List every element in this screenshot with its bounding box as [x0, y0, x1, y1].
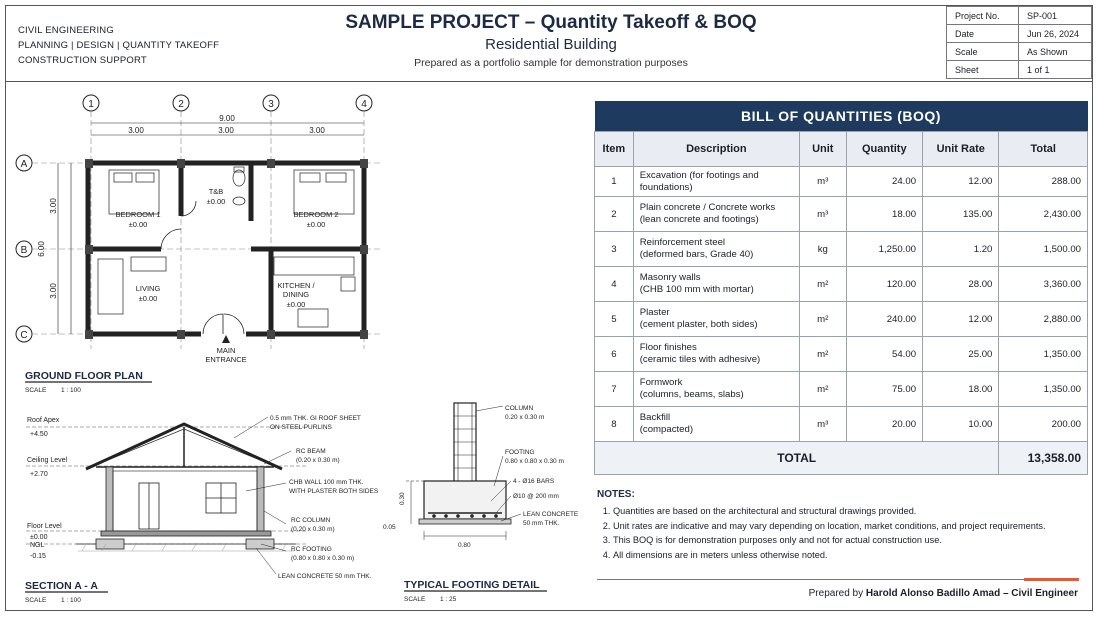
- firm-line-1: CIVIL ENGINEERING: [18, 25, 114, 36]
- note-item: 4. All dimensions are in meters unless otherwise noted.: [613, 548, 1087, 563]
- typical-footing-detail: [383, 403, 579, 603]
- cell-unit-rate: 135.00: [923, 197, 999, 232]
- table-row: [595, 337, 1088, 372]
- cell-item: 8: [595, 407, 634, 442]
- cell-item: 4: [595, 267, 634, 302]
- preparer-role: – Civil Engineer: [1002, 588, 1078, 599]
- desc-line: Floor finishes: [639, 342, 697, 353]
- table-row: [595, 197, 1088, 232]
- callout-line: 0.80 x 0.80 x 0.30 m: [505, 458, 564, 465]
- meta-label: Date: [947, 25, 1019, 43]
- room-name: T&B: [208, 187, 224, 196]
- note-item: 2. Unit rates are indicative and may vary depending on location, market conditions, and project requirements.: [613, 519, 1087, 534]
- grid-label-y: B: [20, 245, 28, 256]
- cell-quantity: 24.00: [846, 167, 922, 197]
- level-value: +2.70: [30, 471, 48, 478]
- room-name: LIVING: [135, 284, 161, 293]
- level-value: ±0.00: [30, 534, 48, 541]
- room-level: ±0.00: [286, 300, 306, 309]
- meta-row: [947, 7, 1092, 25]
- dim-bay: 3.00: [218, 126, 234, 135]
- col-header-total: Total: [999, 132, 1088, 167]
- cell-description: [633, 232, 799, 267]
- level-name: Ceiling Level: [27, 457, 68, 464]
- desc-line: (compacted): [639, 424, 694, 435]
- ground-floor-plan: [16, 95, 381, 394]
- notes-section: [597, 489, 1087, 562]
- total-value: 13,358.00: [999, 442, 1088, 475]
- firm-info: [18, 23, 219, 68]
- cell-total: 200.00: [999, 407, 1088, 442]
- footing-scale: 1 : 25: [440, 596, 457, 603]
- total-label: TOTAL: [595, 442, 999, 475]
- prepared-by: [809, 588, 1078, 599]
- cell-quantity: 240.00: [846, 302, 922, 337]
- dim-side: 3.00: [49, 283, 58, 299]
- table-row: [595, 167, 1088, 197]
- project-title: SAMPLE PROJECT – Quantity Takeoff & BOQ: [345, 12, 757, 33]
- footing-title: TYPICAL FOOTING DETAIL: [404, 579, 540, 591]
- meta-row: [947, 25, 1092, 43]
- footing-dim: 0.80: [458, 542, 471, 549]
- project-subtitle: Residential Building: [485, 36, 617, 53]
- cell-quantity: 75.00: [846, 372, 922, 407]
- desc-line: (CHB 100 mm with mortar): [639, 284, 754, 295]
- desc-line: (cement plaster, both sides): [639, 319, 758, 330]
- desc-line: (columns, beams, slabs): [639, 389, 744, 400]
- callout-line: COLUMN: [505, 405, 534, 412]
- col-header-item: Item: [595, 132, 634, 167]
- desc-line: Formwork: [639, 377, 683, 388]
- section-scale: 1 : 100: [61, 597, 81, 604]
- project-meta-table: [946, 6, 1092, 79]
- cell-unit: m²: [799, 337, 846, 372]
- total-row: [595, 442, 1088, 475]
- col-header-quantity: Quantity: [846, 132, 922, 167]
- cell-unit-rate: 12.00: [923, 302, 999, 337]
- footing-scale-label: SCALE: [404, 596, 426, 603]
- grid-label-x: 1: [88, 99, 94, 110]
- callout-line: RC FOOTING: [291, 546, 332, 553]
- callout-line: RC COLUMN: [291, 517, 331, 524]
- cell-item: 7: [595, 372, 634, 407]
- footing-dim: 0.30: [399, 492, 406, 505]
- callout-line: ON STEEL PURLINS: [270, 424, 332, 431]
- cell-quantity: 1,250.00: [846, 232, 922, 267]
- footing-dim: 0.05: [383, 524, 396, 531]
- room-level: ±0.00: [206, 197, 226, 206]
- table-row: [595, 232, 1088, 267]
- boq-table: [594, 101, 1088, 475]
- col-header-unit-rate: Unit Rate: [923, 132, 999, 167]
- notes-list: [597, 504, 1087, 562]
- dim-total: 9.00: [219, 114, 235, 123]
- cell-unit-rate: 25.00: [923, 337, 999, 372]
- project-note: Prepared as a portfolio sample for demonstration purposes: [414, 57, 688, 69]
- desc-line: Plaster: [639, 307, 670, 318]
- callout-line: RC BEAM: [296, 448, 326, 455]
- cell-item: 3: [595, 232, 634, 267]
- callout-line: WITH PLASTER BOTH SIDES: [289, 488, 379, 495]
- callout-line: 4 - Ø16 BARS: [513, 478, 555, 485]
- cell-quantity: 54.00: [846, 337, 922, 372]
- room-name: BEDROOM 2: [293, 210, 339, 219]
- grid-label-y: A: [20, 159, 28, 170]
- callout-line: LEAN CONCRETE 50 mm THK.: [278, 573, 372, 580]
- col-header-description: Description: [633, 132, 799, 167]
- signature-rule: [597, 579, 1024, 580]
- cell-item: 2: [595, 197, 634, 232]
- cell-unit-rate: 10.00: [923, 407, 999, 442]
- title-block: [306, 12, 796, 69]
- cell-description: [633, 267, 799, 302]
- cell-total: 2,430.00: [999, 197, 1088, 232]
- section-scale-label: SCALE: [25, 597, 47, 604]
- table-row: [595, 372, 1088, 407]
- section-a-a: [25, 415, 379, 604]
- grid-label-x: 3: [268, 99, 274, 110]
- cell-quantity: 18.00: [846, 197, 922, 232]
- plan-scale: 1 : 100: [61, 387, 81, 394]
- cell-total: 2,880.00: [999, 302, 1088, 337]
- desc-line: (ceramic tiles with adhesive): [639, 354, 761, 365]
- callout-line: (0.20 x 0.30 m): [291, 526, 335, 533]
- prepared-prefix: Prepared by: [808, 588, 864, 599]
- room-name: KITCHEN /: [277, 281, 315, 290]
- level-name: Floor Level: [27, 523, 62, 530]
- meta-row: [947, 61, 1092, 79]
- cell-quantity: 120.00: [846, 267, 922, 302]
- desc-line: Reinforcement steel: [639, 237, 726, 248]
- cell-unit: m²: [799, 267, 846, 302]
- callout-line: LEAN CONCRETE: [523, 511, 579, 518]
- room-name-2: DINING: [282, 290, 310, 299]
- entrance-label: MAIN: [216, 346, 236, 355]
- callout-line: 50 mm THK.: [523, 520, 560, 527]
- cell-total: 1,350.00: [999, 372, 1088, 407]
- firm-line-3: CONSTRUCTION SUPPORT: [18, 55, 147, 66]
- drawings-panel: [6, 81, 586, 611]
- level-value: -0.15: [30, 553, 46, 560]
- meta-value: As Shown: [1019, 43, 1092, 61]
- desc-line: Plain concrete / Concrete works: [639, 202, 776, 213]
- title-header: [6, 6, 1092, 82]
- grid-label-x: 2: [178, 99, 184, 110]
- cell-item: 5: [595, 302, 634, 337]
- entrance-label: ENTRANCE: [205, 355, 247, 364]
- room-level: ±0.00: [138, 294, 158, 303]
- meta-value: SP-001: [1019, 7, 1092, 25]
- cell-unit: m²: [799, 372, 846, 407]
- note-item: 1. Quantities are based on the architectural and structural drawings provided.: [613, 504, 1087, 519]
- level-name: Roof Apex: [27, 417, 60, 424]
- level-name: NGL: [30, 542, 45, 549]
- table-row: [595, 302, 1088, 337]
- cell-unit-rate: 18.00: [923, 372, 999, 407]
- grid-label-x: 4: [361, 99, 367, 110]
- room-name: BEDROOM 1: [115, 210, 161, 219]
- accent-bar: [1024, 578, 1079, 581]
- meta-label: Sheet: [947, 61, 1019, 79]
- section-title: SECTION A - A: [25, 580, 98, 592]
- meta-label: Project No.: [947, 7, 1019, 25]
- plan-scale-label: SCALE: [25, 387, 47, 394]
- notes-title: NOTES:: [597, 489, 635, 500]
- plan-title: GROUND FLOOR PLAN: [25, 370, 143, 382]
- cell-total: 288.00: [999, 167, 1088, 197]
- meta-row: [947, 43, 1092, 61]
- desc-line: Masonry walls: [639, 272, 701, 283]
- callout-line: Ø10 @ 200 mm: [513, 493, 559, 500]
- cell-description: [633, 372, 799, 407]
- cell-total: 3,360.00: [999, 267, 1088, 302]
- callout-line: (0.20 x 0.30 m): [296, 457, 340, 464]
- cell-item: 6: [595, 337, 634, 372]
- room-level: ±0.00: [128, 220, 148, 229]
- cell-unit: m²: [799, 302, 846, 337]
- drawing-sheet: [5, 5, 1093, 611]
- col-header-unit: Unit: [799, 132, 846, 167]
- cell-description: [633, 337, 799, 372]
- callout-line: 0.5 mm THK. GI ROOF SHEET: [270, 415, 361, 422]
- dim-bay: 3.00: [309, 126, 325, 135]
- cell-unit-rate: 12.00: [923, 167, 999, 197]
- callout-line: FOOTING: [505, 449, 535, 456]
- desc-line: (deformed bars, Grade 40): [639, 249, 754, 260]
- cell-quantity: 20.00: [846, 407, 922, 442]
- callout-line: (0.80 x 0.80 x 0.30 m): [291, 555, 355, 562]
- table-row: [595, 407, 1088, 442]
- cell-description: [633, 197, 799, 232]
- cell-description: [633, 407, 799, 442]
- cell-item: 1: [595, 167, 634, 197]
- dim-side: 3.00: [49, 198, 58, 214]
- boq-title: BILL OF QUANTITIES (BOQ): [595, 101, 1088, 132]
- cell-unit-rate: 28.00: [923, 267, 999, 302]
- cell-description: [633, 302, 799, 337]
- room-level: ±0.00: [306, 220, 326, 229]
- cell-unit: m³: [799, 197, 846, 232]
- desc-line: Backfill: [639, 412, 671, 423]
- grid-label-y: C: [20, 330, 28, 341]
- cell-unit: m³: [799, 167, 846, 197]
- level-value: +4.50: [30, 431, 48, 438]
- dim-bay: 3.00: [128, 126, 144, 135]
- cell-unit-rate: 1.20: [923, 232, 999, 267]
- table-row: [595, 267, 1088, 302]
- meta-value: 1 of 1: [1019, 61, 1092, 79]
- desc-line: Excavation (for footings and foundations): [639, 169, 759, 193]
- meta-label: Scale: [947, 43, 1019, 61]
- cell-description: [633, 167, 799, 197]
- cell-unit: m³: [799, 407, 846, 442]
- cell-total: 1,350.00: [999, 337, 1088, 372]
- cell-unit: kg: [799, 232, 846, 267]
- callout-line: CHB WALL 100 mm THK.: [289, 479, 364, 486]
- preparer-name: Harold Alonso Badillo Amad: [865, 588, 1001, 599]
- desc-line: (lean concrete and footings): [639, 214, 759, 225]
- cell-total: 1,500.00: [999, 232, 1088, 267]
- callout-line: 0.20 x 0.30 m: [505, 414, 545, 421]
- firm-line-2: PLANNING | DESIGN | QUANTITY TAKEOFF: [18, 40, 220, 51]
- note-item: 3. This BOQ is for demonstration purposes only and not for actual construction use.: [613, 533, 1087, 548]
- meta-value: Jun 26, 2024: [1019, 25, 1092, 43]
- dim-side-total: 6.00: [37, 241, 46, 257]
